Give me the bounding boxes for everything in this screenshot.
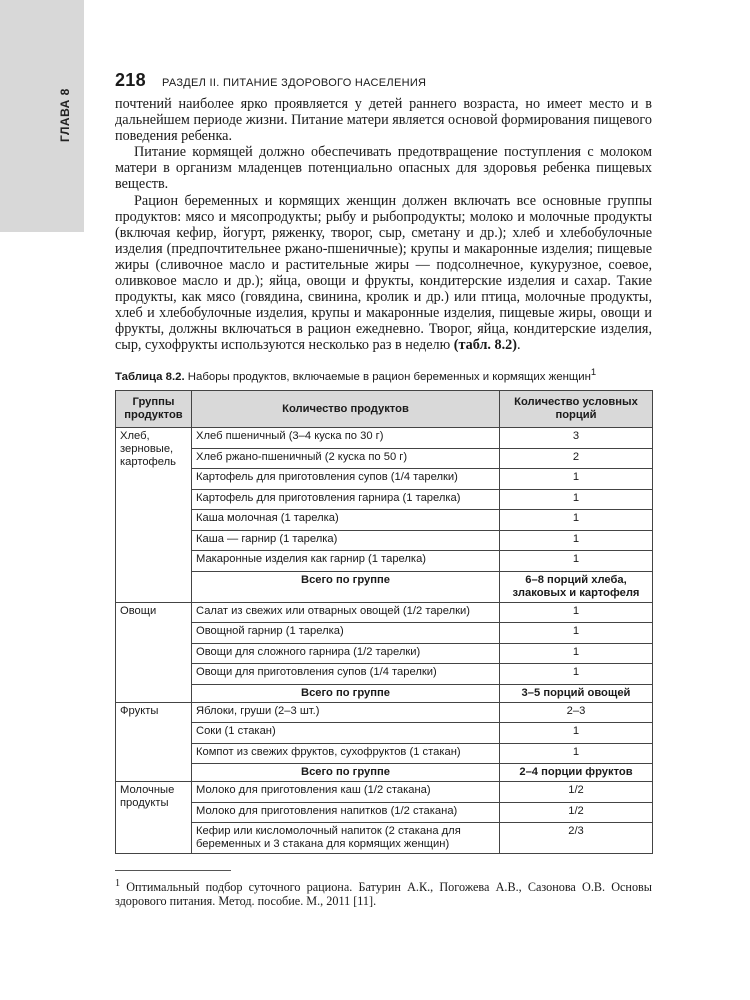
paragraph-3-end: . [516,337,521,354]
footnote [115,877,652,908]
product-cell: Соки (1 стакан) [192,723,500,744]
group-total-value: 3–5 порций овощей [500,684,653,702]
group-total-row [116,764,653,782]
product-cell: Каша молочная (1 тарелка) [192,510,500,531]
table-row [116,469,653,490]
portions-cell: 1 [500,723,653,744]
portions-cell: 2/3 [500,823,653,854]
portions-cell: 1 [500,489,653,510]
portions-cell: 1 [500,551,653,572]
paragraph-3-text: Рацион беременных и кормящих женщин должен включать все основные группы продуктов: мясо и мясопродукты; рыбу и рыбопродукты; молоко и молочные продукты (включая кефир, йогурт, ряженку, творог, сыр, сметану и др.); хлеб и хлебобулочные изделия (предпочтительнее ржано-пшеничные); крупы и макаронные изделия; пищевые жиры (сливочное масло и растительные жиры — подсолнечное, кукурузное, соевое, оливковое масло и др.); яйца, овощи и фрукты, кондитерские изделия и сахар. Такие продукты, как мясо (говядина, свинина, кролик и др.) или птица, молочные продукты, хлеб и хлебобулочные изделия, крупы и макаронные изделия, пищевые жиры, овощи и фрукты, должны включаться в рацион ежедневно. Творог, яйца, кондитерские изделия, сыр, сухофрукты используются несколько раз в неделю [115,192,652,354]
table-caption [115,367,655,383]
portions-cell: 1 [500,743,653,764]
products-table [115,390,653,854]
product-cell: Яблоки, груши (2–3 шт.) [192,702,500,723]
portions-cell: 1 [500,602,653,623]
table-row [116,802,653,823]
group-total-row [116,684,653,702]
table-row [116,823,653,854]
portions-cell: 1 [500,469,653,490]
table-row [116,743,653,764]
product-cell: Молоко для приготовления напитков (1/2 стакана) [192,802,500,823]
group-name-cell: Молочные продукты [116,782,192,854]
group-total-value: 6–8 порций хлеба, злаковых и картофеля [500,571,653,602]
header-quantity: Количество продуктов [192,391,500,428]
product-cell: Картофель для приготовления гарнира (1 тарелка) [192,489,500,510]
product-cell: Хлеб ржано-пшеничный (2 куска по 50 г) [192,448,500,469]
table-row [116,623,653,644]
table-row [116,782,653,803]
page-header [115,70,655,92]
product-cell: Овощи для сложного гарнира (1/2 тарелки) [192,643,500,664]
paragraph-3 [115,193,652,354]
page-number: 218 [115,70,146,90]
table-header-row [116,391,653,428]
table-row [116,428,653,449]
running-head: РАЗДЕЛ II. ПИТАНИЕ ЗДОРОВОГО НАСЕЛЕНИЯ [161,77,427,89]
portions-cell: 2–3 [500,702,653,723]
product-cell: Макаронные изделия как гарнир (1 тарелка) [192,551,500,572]
group-total-label: Всего по группе [192,571,500,602]
group-total-row [116,571,653,602]
product-cell: Кефир или кисломолочный напиток (2 стакана для беременных и 3 стакана для кормящих женщин) [192,823,500,854]
table-body [116,428,653,854]
portions-cell: 1 [500,510,653,531]
product-cell: Компот из свежих фруктов, сухофруктов (1 стакан) [192,743,500,764]
table-row [116,510,653,531]
paragraph-2: Питание кормящей должно обеспечивать предотвращение поступления с молоком матери в организм младенцев потенциально опасных для здоровья ребенка пищевых веществ. [115,144,652,193]
group-total-label: Всего по группе [192,764,500,782]
portions-cell: 2 [500,448,653,469]
portions-cell: 1 [500,643,653,664]
portions-cell: 1 [500,623,653,644]
table-row [116,448,653,469]
portions-cell: 1/2 [500,802,653,823]
portions-cell: 1 [500,530,653,551]
header-portions: Количество условных порций [500,391,653,428]
table-row [116,702,653,723]
table-row [116,489,653,510]
portions-cell: 3 [500,428,653,449]
product-cell: Овощи для приготовления супов (1/4 тарелки) [192,664,500,685]
table-row [116,551,653,572]
header-group: Группы продуктов [116,391,192,428]
body-text [115,96,652,354]
table-row [116,723,653,744]
table-row [116,602,653,623]
table-caption-text: Наборы продуктов, включаемые в рацион беременных и кормящих женщин [184,370,591,383]
group-name-cell: Фрукты [116,702,192,782]
product-cell: Салат из свежих или отварных овощей (1/2 тарелки) [192,602,500,623]
group-name-cell: Овощи [116,602,192,702]
product-cell: Картофель для приготовления супов (1/4 тарелки) [192,469,500,490]
group-total-label: Всего по группе [192,684,500,702]
portions-cell: 1/2 [500,782,653,803]
footnote-marker: 1 [115,878,121,889]
table-row [116,530,653,551]
footnote-text: Оптимальный подбор суточного рациона. Батурин А.К., Погожева А.В., Сазонова О.В. Основы здорового питания. Метод. пособие. М., 2011 [11]. [115,880,652,909]
footnote-ref: 1 [590,367,597,378]
table-caption-label: Таблица 8.2. [115,370,185,383]
table-row [116,664,653,685]
table-reference: (табл. 8.2) [453,337,517,354]
product-cell: Каша — гарнир (1 тарелка) [192,530,500,551]
table-row [116,643,653,664]
group-total-value: 2–4 порции фруктов [500,764,653,782]
chapter-label: ГЛАВА 8 [58,88,72,142]
chapter-side-tab [0,0,84,232]
product-cell: Молоко для приготовления каш (1/2 стакана) [192,782,500,803]
product-cell: Хлеб пшеничный (3–4 куска по 30 г) [192,428,500,449]
product-cell: Овощной гарнир (1 тарелка) [192,623,500,644]
portions-cell: 1 [500,664,653,685]
paragraph-1: почтений наиболее ярко проявляется у детей раннего возраста, но имеет место и в дальнейшем периоде жизни. Питание матери является основой формирования пищевого поведения ребенка. [115,96,652,145]
group-name-cell: Хлеб, зерновые, картофель [116,428,192,603]
footnote-divider [115,870,231,871]
